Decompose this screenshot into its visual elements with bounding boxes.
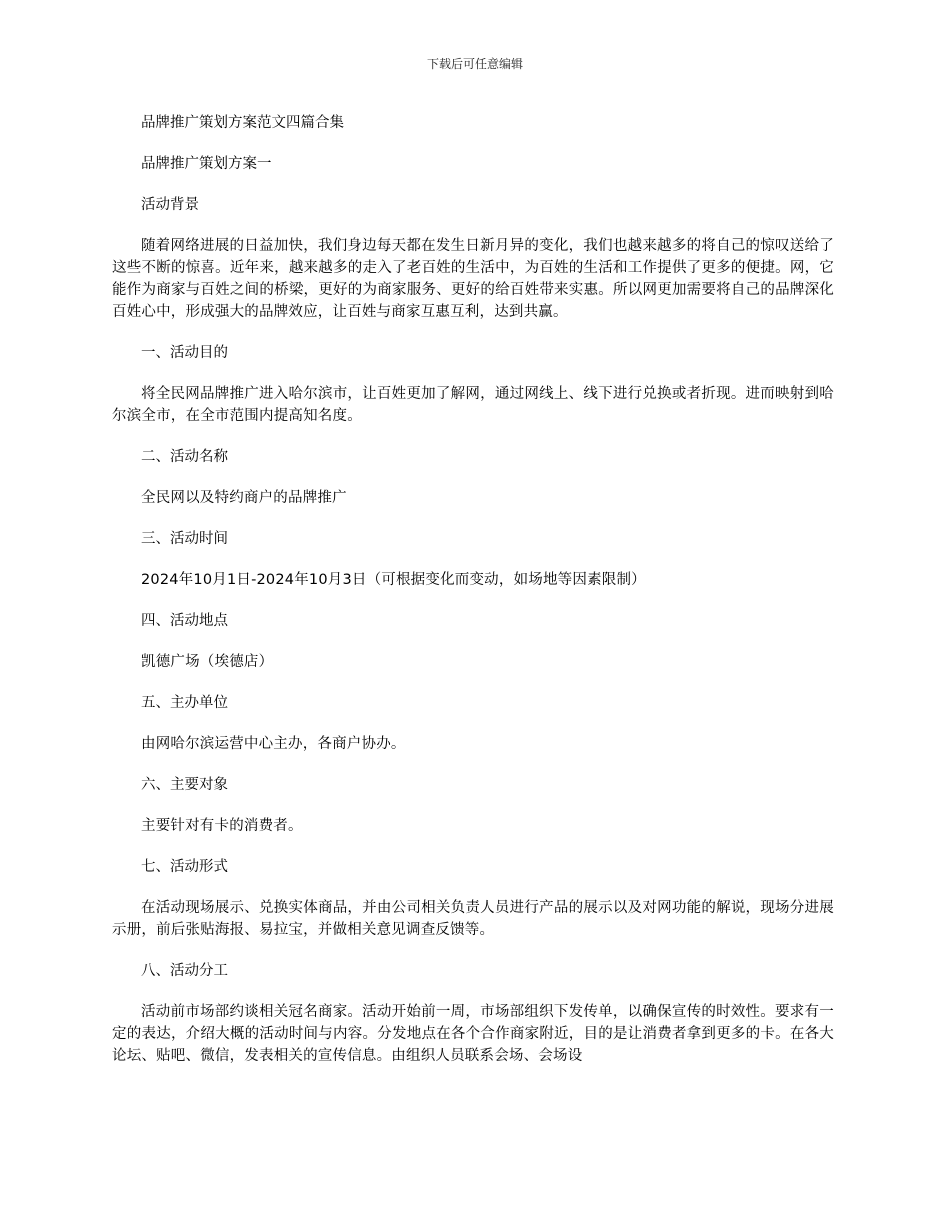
target-paragraph: 主要针对有卡的消费者。 xyxy=(141,818,303,834)
background-heading: 活动背景 xyxy=(141,197,199,213)
background-paragraph: 随着网络进展的日益加快，我们身边每天都在发生日新月异的变化，我们也越来越多的将自己的惊叹送给了这些不断的惊喜。近年来，越来越多的走入了老百姓的生活中，为百姓的生活和工作提供了更多的便捷。网，它能作为商家与百姓之间的桥梁，更好的为商家服务、更好的给百姓带来实惠。所以网更加需要将自己的品牌深化百姓心中，形成强大的品牌效应，让百姓与商家互惠互利，达到共赢。 xyxy=(112,238,834,320)
time-paragraph: 2024年10月1日-2024年10月3日（可根据变化而变动，如场地等因素限制） xyxy=(141,572,646,588)
form-heading: 七、活动形式 xyxy=(141,859,228,875)
division-paragraph: 活动前市场部约谈相关冠名商家。活动开始前一周，市场部组织下发传单，以确保宣传的时效性。要求有一定的表达，介绍大概的活动时间与内容。分发地点在各个合作商家附近，目的是让消费者拿到更多的卡。在各大论坛、贴吧、微信，发表相关的宣传信息。由组织人员联系会场、会场设 xyxy=(112,1004,834,1064)
host-heading: 五、主办单位 xyxy=(141,695,228,711)
name-paragraph: 全民网以及特约商户的品牌推广 xyxy=(141,490,347,506)
place-paragraph: 凯德广场（埃德店） xyxy=(141,654,274,670)
section-title: 品牌推广策划方案一 xyxy=(141,156,272,172)
document-title: 品牌推广策划方案范文四篇合集 xyxy=(141,115,344,131)
form-paragraph: 在活动现场展示、兑换实体商品，并由公司相关负责人员进行产品的展示以及对网功能的解说，现场分进展示册，前后张贴海报、易拉宝，并做相关意见调查反馈等。 xyxy=(112,900,834,938)
target-heading: 六、主要对象 xyxy=(141,777,228,793)
time-heading: 三、活动时间 xyxy=(141,531,228,547)
purpose-heading: 一、活动目的 xyxy=(141,345,228,361)
document-body xyxy=(112,112,834,1067)
name-heading: 二、活动名称 xyxy=(141,449,228,465)
purpose-paragraph: 将全民网品牌推广进入哈尔滨市，让百姓更加了解网，通过网线上、线下进行兑换或者折现。进而映射到哈尔滨全市，在全市范围内提高知名度。 xyxy=(112,386,834,424)
host-paragraph: 由网哈尔滨运营中心主办，各商户协办。 xyxy=(141,736,406,752)
division-heading: 八、活动分工 xyxy=(141,963,228,979)
place-heading: 四、活动地点 xyxy=(141,613,228,629)
header-note: 下载后可任意编辑 xyxy=(426,57,523,71)
